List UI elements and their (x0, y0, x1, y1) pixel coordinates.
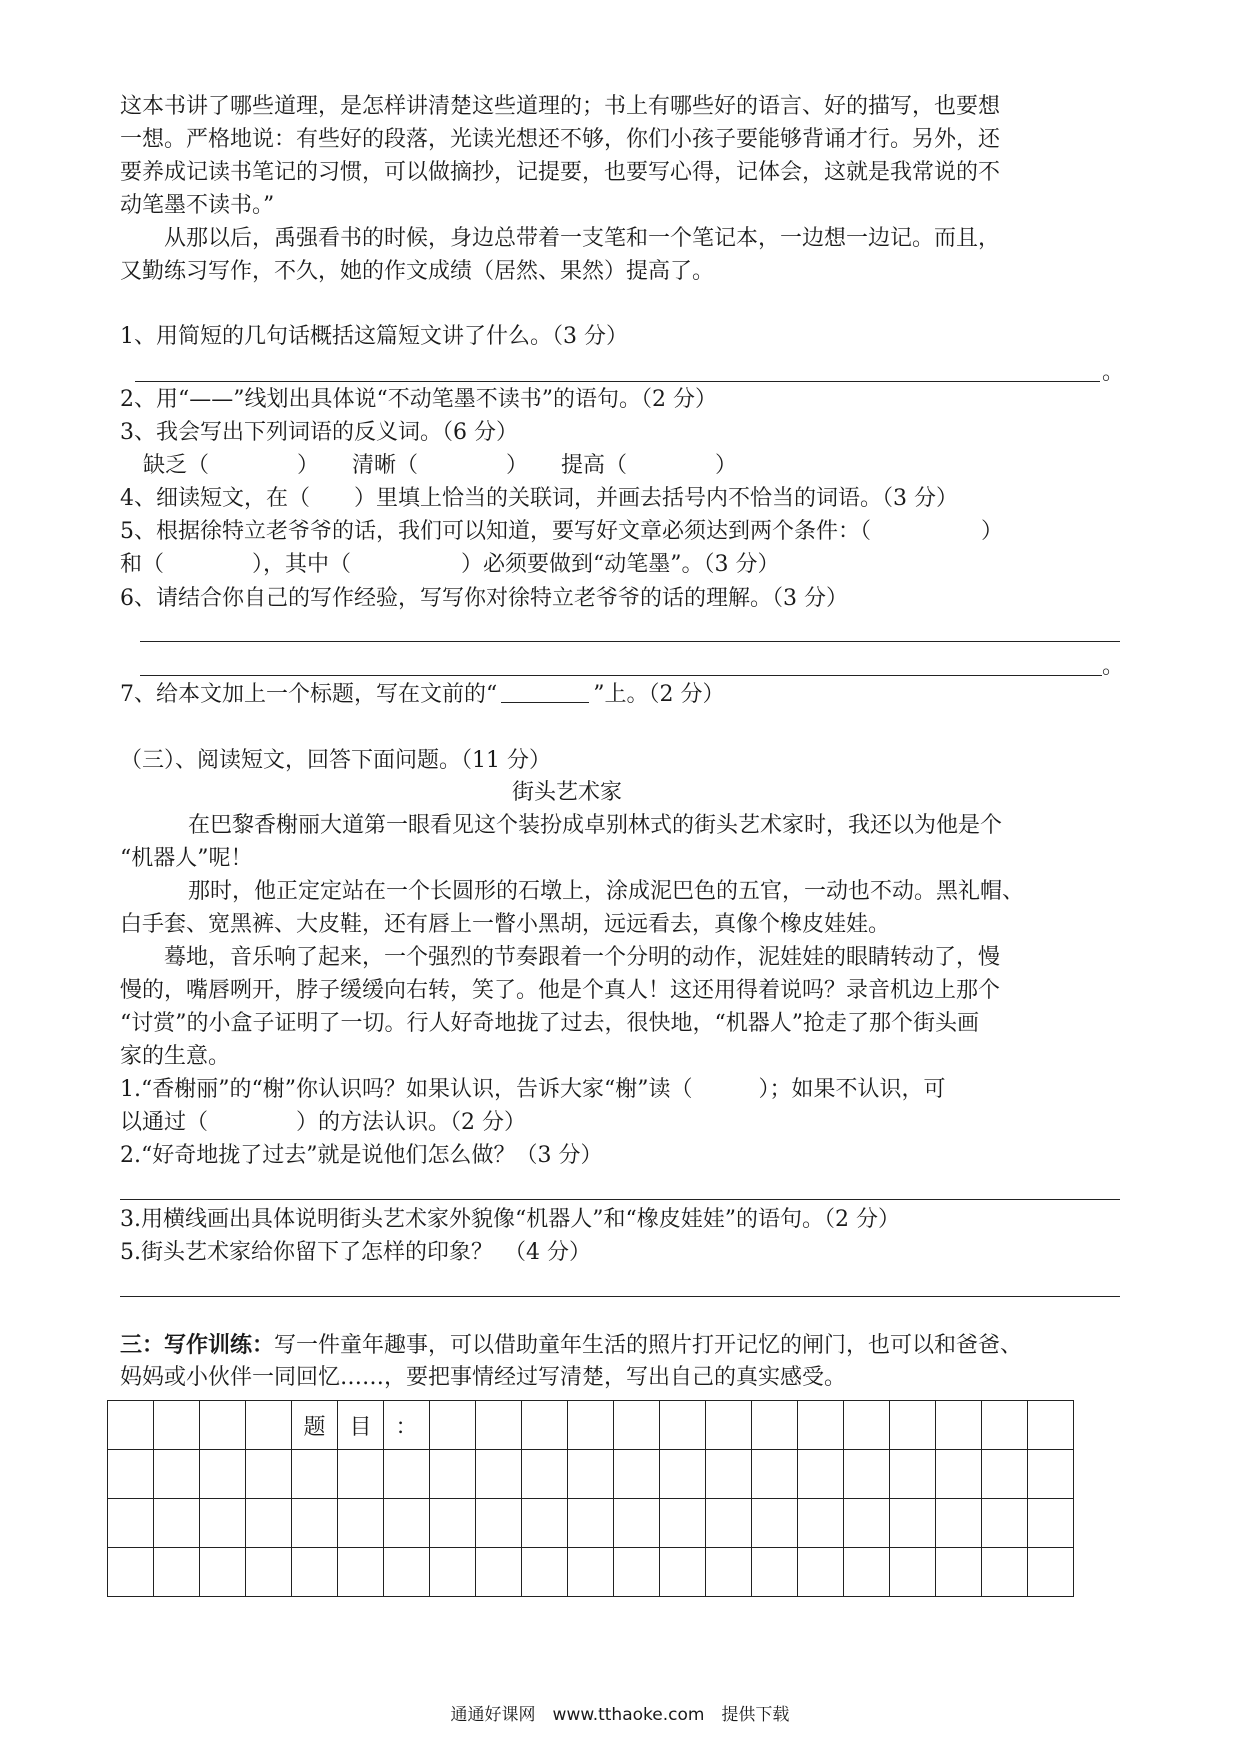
grid-cell[interactable] (568, 1548, 614, 1597)
question-4: 4、细读短文，在（ ）里填上恰当的关联词，并画去括号内不恰当的词语。（3 分） (120, 486, 958, 511)
passage-line: 动笔墨不读书。” (120, 193, 275, 218)
passage-line: 这本书讲了哪些道理，是怎样讲清楚这些道理的；书上有哪些好的语言、好的描写，也要想 (120, 94, 1001, 119)
passage-line: 从那以后，禹强看书的时候，身边总带着一支笔和一个笔记本，一边想一边记。而且， (120, 226, 1001, 251)
grid-cell[interactable] (614, 1548, 660, 1597)
grid-cell[interactable] (982, 1499, 1028, 1548)
grid-cell[interactable] (430, 1401, 476, 1450)
question-3: 3、我会写出下列词语的反义词。（6 分） (120, 420, 518, 445)
grid-cell[interactable] (798, 1548, 844, 1597)
grid-cell[interactable] (660, 1450, 706, 1499)
grid-cell[interactable] (614, 1401, 660, 1450)
grid-row (108, 1450, 1074, 1499)
grid-cell[interactable] (108, 1548, 154, 1597)
grid-cell[interactable] (292, 1450, 338, 1499)
grid-cell[interactable] (338, 1499, 384, 1548)
grid-cell[interactable] (706, 1499, 752, 1548)
grid-cell[interactable] (476, 1401, 522, 1450)
grid-cell[interactable] (476, 1499, 522, 1548)
grid-cell[interactable] (154, 1548, 200, 1597)
grid-cell[interactable] (384, 1499, 430, 1548)
grid-cell[interactable] (522, 1450, 568, 1499)
grid-cell[interactable] (476, 1450, 522, 1499)
grid-cell[interactable] (936, 1548, 982, 1597)
grid-cell[interactable] (798, 1401, 844, 1450)
passage-line: 那时，他正定定站在一个长圆形的石墩上，涂成泥巴色的五官，一动也不动。黑礼帽、 (144, 879, 1025, 904)
grid-cell[interactable] (384, 1548, 430, 1597)
grid-cell[interactable] (200, 1401, 246, 1450)
answer-line[interactable] (120, 1199, 1120, 1200)
grid-cell[interactable] (522, 1499, 568, 1548)
grid-cell[interactable] (246, 1548, 292, 1597)
answer-end-mark: 。 (1102, 654, 1125, 679)
grid-cell[interactable] (936, 1450, 982, 1499)
grid-cell[interactable] (614, 1499, 660, 1548)
grid-cell[interactable] (384, 1450, 430, 1499)
answer-line[interactable] (140, 641, 1120, 642)
grid-cell[interactable] (200, 1450, 246, 1499)
passage-line: 又勤练习写作，不久，她的作文成绩（居然、果然）提高了。 (120, 259, 715, 284)
grid-cell[interactable] (292, 1499, 338, 1548)
grid-cell[interactable] (890, 1450, 936, 1499)
grid-cell[interactable] (752, 1401, 798, 1450)
grid-cell[interactable] (844, 1450, 890, 1499)
grid-cell[interactable] (1028, 1499, 1074, 1548)
reading-question-1-line2: 以通过（ ）的方法认识。（2 分） (120, 1110, 526, 1135)
reading-question-1-line1: 1.“香榭丽”的“榭”你认识吗？如果认识，告诉大家“榭”读（ ）；如果不认识，可 (120, 1077, 946, 1102)
passage-line: 要养成记读书笔记的习惯，可以做摘抄，记提要，也要写心得，记体会，这就是我常说的不 (120, 160, 1001, 185)
grid-cell[interactable] (660, 1499, 706, 1548)
writing-line-2: 妈妈或小伙伴一同回忆……，要把事情经过写清楚，写出自己的真实感受。 (120, 1365, 847, 1390)
answer-line[interactable] (135, 381, 1100, 382)
passage-line: 白手套、宽黑裤、大皮鞋，还有唇上一瞥小黑胡，远远看去，真像个橡皮娃娃。 (120, 912, 891, 937)
grid-cell[interactable] (752, 1499, 798, 1548)
question-7-text-after: ”上。（2 分） (593, 682, 725, 707)
passage-title: 街头艺术家 (512, 780, 623, 805)
writing-prompt-part1: 写一件童年趣事，可以借助童年生活的照片打开记忆的闸门，也可以和爸爸、 (274, 1333, 1023, 1358)
composition-grid[interactable] (107, 1400, 1074, 1597)
footer-text: 通通好课网 www.tthaoke.com 提供下载 (450, 1705, 790, 1725)
grid-cell[interactable] (568, 1450, 614, 1499)
passage-line: 慢的，嘴唇咧开，脖子缓缓向右转，笑了。他是个真人！这还用得着说吗？录音机边上那个 (120, 978, 1001, 1003)
grid-cell[interactable] (522, 1548, 568, 1597)
question-5-line1: 5、根据徐特立老爷爷的话，我们可以知道，要写好文章必须达到两个条件：（ ） (120, 519, 1004, 544)
grid-cell[interactable] (660, 1401, 706, 1450)
grid-cell[interactable] (200, 1548, 246, 1597)
grid-cell[interactable] (108, 1450, 154, 1499)
grid-cell[interactable] (108, 1499, 154, 1548)
passage-line: 家的生意。 (120, 1044, 231, 1069)
grid-cell[interactable] (614, 1450, 660, 1499)
grid-cell[interactable] (706, 1548, 752, 1597)
grid-cell[interactable] (982, 1401, 1028, 1450)
grid-cell[interactable] (660, 1548, 706, 1597)
grid-cell[interactable] (338, 1450, 384, 1499)
grid-cell[interactable] (338, 1548, 384, 1597)
grid-row (108, 1401, 1074, 1450)
question-1: 1、用简短的几句话概括这篇短文讲了什么。（3 分） (120, 324, 628, 349)
grid-row (108, 1499, 1074, 1548)
passage-line: 在巴黎香榭丽大道第一眼看见这个装扮成卓别林式的街头艺术家时，我还以为他是个 (144, 813, 1003, 838)
answer-line[interactable] (140, 675, 1102, 676)
grid-cell[interactable] (844, 1401, 890, 1450)
grid-cell[interactable] (568, 1401, 614, 1450)
grid-cell[interactable] (246, 1450, 292, 1499)
grid-row (108, 1548, 1074, 1597)
answer-line[interactable] (120, 1296, 1120, 1297)
grid-cell[interactable] (568, 1499, 614, 1548)
grid-cell[interactable] (1028, 1450, 1074, 1499)
grid-cell[interactable] (706, 1401, 752, 1450)
grid-cell[interactable] (430, 1548, 476, 1597)
grid-cell[interactable] (936, 1499, 982, 1548)
question-3-items: 缺乏（ ） 清晰（ ） 提高（ ） (143, 453, 738, 478)
writing-line-1 (120, 1330, 1022, 1361)
grid-cell[interactable] (430, 1450, 476, 1499)
passage-line: 一想。严格地说：有些好的段落，光读光想还不够，你们小孩子要能够背诵才行。另外，还 (120, 127, 1001, 152)
question-7 (120, 680, 725, 710)
grid-cell[interactable] (982, 1450, 1028, 1499)
grid-cell[interactable] (476, 1548, 522, 1597)
grid-cell[interactable] (246, 1499, 292, 1548)
grid-title-char: ： (384, 1401, 430, 1450)
grid-cell[interactable] (844, 1499, 890, 1548)
grid-cell[interactable] (890, 1499, 936, 1548)
reading-question-3: 3.用横线画出具体说明街头艺术家外貌像“机器人”和“橡皮娃娃”的语句。（2 分） (120, 1207, 900, 1232)
grid-cell[interactable] (200, 1499, 246, 1548)
grid-cell[interactable] (844, 1548, 890, 1597)
grid-cell[interactable] (246, 1401, 292, 1450)
grid-title-char: 题 (292, 1401, 338, 1450)
grid-cell[interactable] (752, 1548, 798, 1597)
grid-cell[interactable] (752, 1450, 798, 1499)
grid-cell[interactable] (108, 1401, 154, 1450)
grid-cell[interactable] (154, 1401, 200, 1450)
grid-title-char: 目 (338, 1401, 384, 1450)
grid-cell[interactable] (706, 1450, 752, 1499)
grid-cell[interactable] (890, 1401, 936, 1450)
grid-cell[interactable] (936, 1401, 982, 1450)
section-3-header: （三）、阅读短文，回答下面问题。（11 分） (120, 748, 551, 773)
grid-cell[interactable] (982, 1548, 1028, 1597)
grid-cell[interactable] (798, 1450, 844, 1499)
question-2: 2、用“——”线划出具体说“不动笔墨不读书”的语句。（2 分） (120, 387, 717, 412)
grid-cell[interactable] (430, 1499, 476, 1548)
grid-cell[interactable] (890, 1548, 936, 1597)
passage-line: “机器人”呢！ (120, 846, 253, 871)
reading-question-5: 5.街头艺术家给你留下了怎样的印象？ （4 分） (120, 1240, 591, 1265)
grid-cell[interactable] (292, 1548, 338, 1597)
grid-cell[interactable] (154, 1499, 200, 1548)
question-7-text-before: 7、给本文加上一个标题，写在文前的“ (120, 682, 498, 707)
grid-cell[interactable] (1028, 1548, 1074, 1597)
question-5-line2: 和（ ），其中（ ）必须要做到“动笔墨”。（3 分） (120, 552, 780, 577)
grid-cell[interactable] (522, 1401, 568, 1450)
reading-question-2: 2.“好奇地拢了过去”就是说他们怎么做？（3 分） (120, 1143, 603, 1168)
title-blank[interactable] (501, 684, 589, 703)
writing-label: 三：写作训练： (120, 1332, 275, 1358)
grid-cell[interactable] (154, 1450, 200, 1499)
grid-cell[interactable] (798, 1499, 844, 1548)
answer-end-mark: 。 (1102, 360, 1125, 385)
passage-line: 蓦地，音乐响了起来，一个强烈的节奏跟着一个分明的动作，泥娃娃的眼睛转动了，慢 (120, 945, 1001, 970)
passage-line: “讨赏”的小盒子证明了一切。行人好奇地拢了过去，很快地，“机器人”抢走了那个街头画 (120, 1011, 979, 1036)
grid-cell[interactable] (1028, 1401, 1074, 1450)
question-6: 6、请结合你自己的写作经验，写写你对徐特立老爷爷的话的理解。（3 分） (120, 586, 848, 611)
